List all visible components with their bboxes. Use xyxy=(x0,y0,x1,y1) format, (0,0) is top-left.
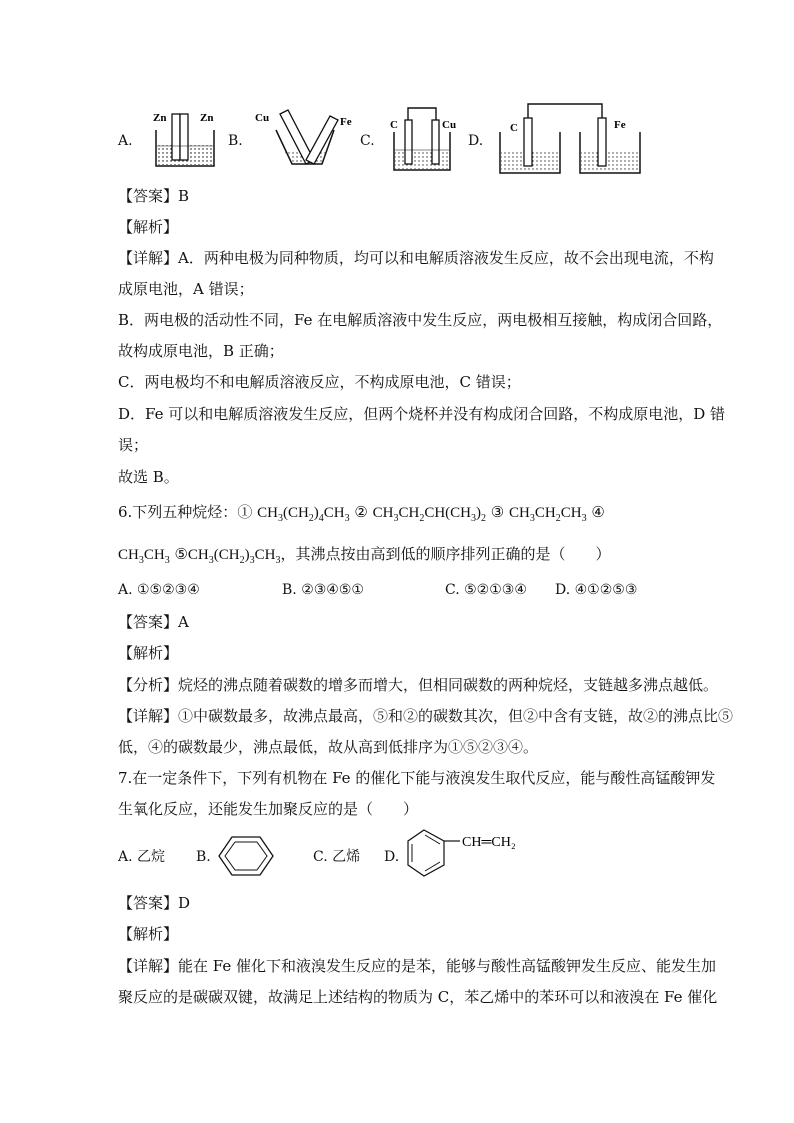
circled-number: ⑤ xyxy=(174,545,188,563)
q7-detail-line: 【详解】能在 Fe 催化下和液溴发生反应的是苯，能够与酸性高锰酸钾发生反应、能发生加 xyxy=(118,957,717,975)
q6-analysis-heading: 【解析】 xyxy=(118,644,179,662)
q5-detail-line: 故构成原电池，B 正确； xyxy=(118,342,284,360)
electrode-label-zn-right: Zn xyxy=(200,112,214,124)
q7-option-b: B. xyxy=(196,849,211,865)
q7-option-c: C. 乙烯 xyxy=(313,849,361,865)
apparatus-figure-a xyxy=(150,108,220,168)
q6-stem-line-1 xyxy=(118,502,605,523)
q5-detail-line: B．两电极的活动性不同，Fe 在电解质溶液中发生反应，两电极相互接触，构成闭合回路， xyxy=(118,311,723,329)
option-d-label: D. xyxy=(468,133,484,149)
q6-option-c: C. ⑤②①③④ xyxy=(445,582,527,598)
circled-number: ① xyxy=(237,503,253,521)
electrode-label-cu: Cu xyxy=(442,119,457,131)
q7-option-d: D. xyxy=(384,849,400,865)
styrene-structure xyxy=(404,826,564,884)
q5-detail-line: 误； xyxy=(118,436,149,454)
circled-number: ② xyxy=(354,503,368,521)
apparatus-figure-b xyxy=(252,108,356,168)
q5-detail-line: 成原电池，A 错误； xyxy=(118,280,254,298)
q6-detail-line: 低，④的碳数最少，沸点最低，故从高到低排序为①⑤②③④。 xyxy=(118,738,539,756)
apparatus-figure-d xyxy=(496,100,644,176)
electrode-label-zn-left: Zn xyxy=(153,112,167,124)
q6-option-d: D. ④①②⑤③ xyxy=(555,582,638,598)
q7-option-a: A. 乙烷 xyxy=(118,849,166,865)
q7-stem-line-1: 7.在一定条件下，下列有机物在 Fe 的催化下能与液溴发生取代反应，能与酸性高锰酸钾发 xyxy=(118,769,716,787)
q6-detail-line: 【详解】①中碳数最多，故沸点最高，⑤和②的碳数其次，但②中含有支链，故②的沸点比⑤ xyxy=(118,707,734,725)
q6-fenxi: 【分析】烷烃的沸点随着碳数的增多而增大，但相同碳数的两种烷烃，支链越多沸点越低。 xyxy=(118,676,719,694)
q5-detail-line: C．两电极均不和电解质溶液反应，不构成原电池，C 错误； xyxy=(118,373,521,391)
apparatus-figure-c xyxy=(386,100,460,172)
q7-answer: 【答案】D xyxy=(118,894,191,912)
option-c-label: C. xyxy=(360,133,375,149)
electrode-label-cu: Cu xyxy=(255,112,270,124)
circled-number: ④ xyxy=(591,503,605,521)
q7-detail-line: 聚反应的是碳碳双键，故满足上述结构的物质为 C，苯乙烯中的苯环可以和液溴在 Fe 催化 xyxy=(118,988,718,1006)
q5-detail-line: D．Fe 可以和电解质溶液发生反应，但两个烧杯并没有构成闭合回路，不构成原电池，D 错 xyxy=(118,405,726,423)
q5-analysis-heading: 【解析】 xyxy=(118,218,179,236)
q7-stem-line-2: 生氧化反应，还能发生加聚反应的是（ ） xyxy=(118,800,419,818)
electrode-label-fe: Fe xyxy=(614,119,626,131)
q6-answer: 【答案】A xyxy=(118,613,189,631)
option-b-label: B. xyxy=(228,133,243,149)
q5-answer: 【答案】B xyxy=(118,187,190,205)
benzene-ring-structure xyxy=(216,834,276,878)
circled-number: ③ xyxy=(490,503,505,521)
formula-2: $CH_3CH_2CH(CH_3)_2$ xyxy=(372,505,487,524)
formula-5: $CH_3(CH_2)_3CH_3$ xyxy=(187,547,281,566)
q5-detail-line: 【详解】A．两种电极为同种物质，均可以和电解质溶液发生反应，故不会出现电流，不构 xyxy=(118,249,714,267)
q5-conclusion: 故选 B。 xyxy=(118,468,179,486)
vinyl-group-label: CH═CH₂ xyxy=(462,835,516,850)
option-a-label: A. xyxy=(118,133,133,149)
electrode-label-fe: Fe xyxy=(340,116,352,128)
formula-1: $CH_3(CH_2)_4CH_3$ xyxy=(257,505,350,524)
formula-3: $CH_3CH_2CH_3$ xyxy=(509,505,587,524)
q6-stem-suffix: ，其沸点按由高到低的顺序排列正确的是（ ） xyxy=(280,545,611,563)
q6-stem-line-2 xyxy=(118,544,610,565)
q6-option-a: A. ①⑤②③④ xyxy=(118,582,200,598)
formula-4: $CH_3CH_3$ xyxy=(118,547,170,566)
q6-option-b: B. ②③④⑤① xyxy=(282,582,364,598)
electrode-label-c: C xyxy=(390,119,398,131)
electrode-label-c: C xyxy=(510,122,518,134)
q7-analysis-heading: 【解析】 xyxy=(118,925,179,943)
q6-stem-prefix: 6.下列五种烷烃： xyxy=(118,503,238,521)
